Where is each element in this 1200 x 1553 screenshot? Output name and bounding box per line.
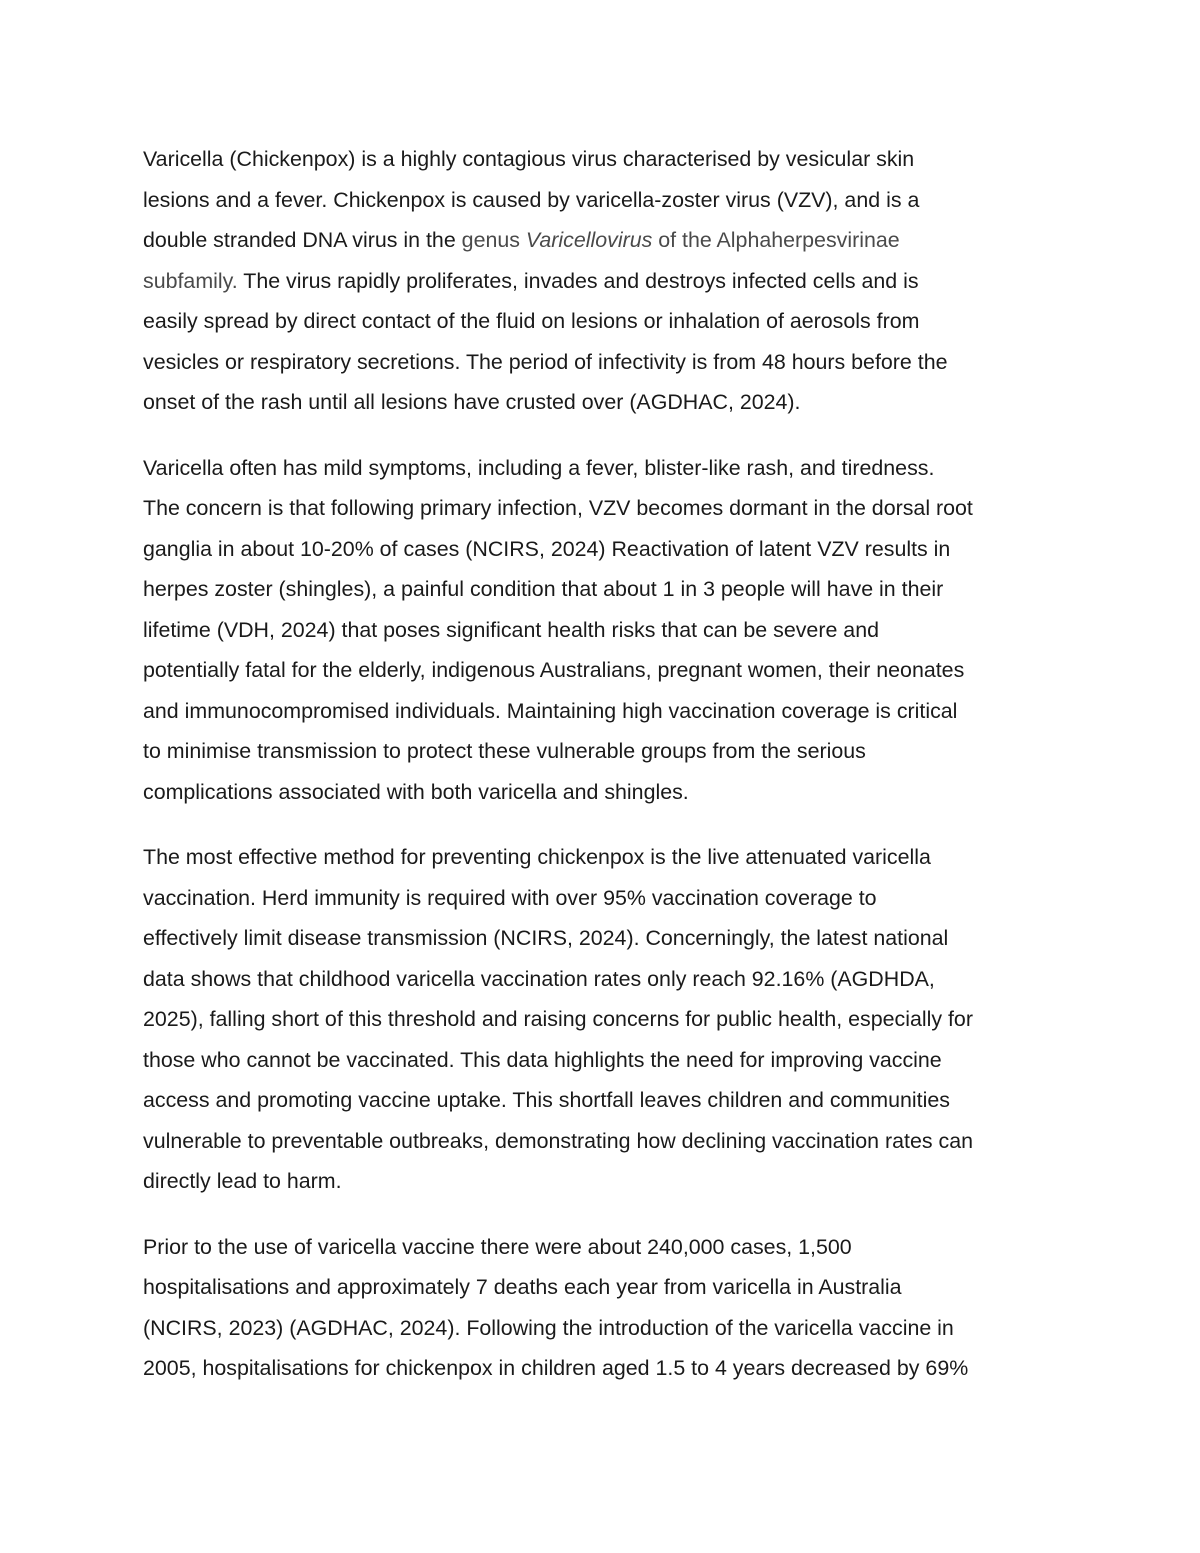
text-segment: and immunocompromised individuals. Maintaining high vaccination coverage is critical [143,698,958,723]
text-line [143,1080,1068,1121]
text-segment: The concern is that following primary infection, VZV becomes dormant in the dorsal root [143,496,973,520]
text-segment: hospitalisations and approximately 7 deaths each year from varicella in Australia [143,1275,902,1299]
text-line [143,1267,1068,1308]
text-segment: directly lead to harm. [143,1169,342,1193]
text-line [143,918,1068,959]
text-segment: access and promoting vaccine uptake. This shortfall leaves children and communities [143,1088,950,1112]
text-line [143,691,1068,732]
text-segment: potentially fatal for the elderly, indigenous Australians, pregnant women, their neonates [143,658,965,682]
text-segment: herpes zoster (shingles), a painful condition that about 1 in 3 people will have in their [143,577,944,601]
paragraph-1 [143,139,1068,423]
text-segment: 2025), falling short of this threshold and raising concerns for public health, especially for [143,1007,973,1031]
text-segment: Varicella often has mild symptoms, including a fever, blister-like rash, and tiredness. [143,455,935,480]
text-line [143,139,1068,180]
paragraph-2 [143,448,1068,813]
text-line [143,731,1068,772]
text-segment: vulnerable to preventable outbreaks, demonstrating how declining vaccination rates can [143,1128,973,1153]
text-segment: genus [461,228,526,252]
document-body [143,139,1068,1414]
text-segment: complications associated with both varicella and shingles. [143,779,689,804]
text-segment: vesicles or respiratory secretions. The period of infectivity is from 48 hours before the [143,349,948,374]
text-segment: 2005, hospitalisations for chickenpox in children aged 1.5 to 4 years decreased by 69% [143,1356,969,1380]
text-segment: lesions and a fever. Chickenpox is caused by varicella-zoster virus (VZV), and is a [143,187,920,212]
text-segment: Prior to the use of varicella vaccine there were about 240,000 cases, 1,500 [143,1234,852,1259]
text-line [143,342,1068,383]
text-line [143,1227,1068,1268]
text-line [143,1161,1068,1202]
text-segment: lifetime (VDH, 2024) that poses significant health risks that can be severe and [143,617,879,642]
text-line [143,1040,1068,1081]
text-line [143,261,1068,302]
text-line [143,569,1068,610]
text-segment: easily spread by direct contact of the fluid on lesions or inhalation of aerosols from [143,309,920,333]
paragraph-4 [143,1227,1068,1389]
text-segment: ganglia in about 10-20% of cases (NCIRS, 2024) Reactivation of latent VZV results in [143,536,951,561]
text-segment: to minimise transmission to protect these vulnerable groups from the serious [143,739,866,763]
text-segment: of the Alphaherpesvirinae [652,228,900,252]
text-line [143,382,1068,423]
text-segment: The virus rapidly proliferates, invades and destroys infected cells and is [237,268,919,293]
text-line [143,837,1068,878]
paragraph-3 [143,837,1068,1202]
text-line [143,878,1068,919]
text-segment: data shows that childhood varicella vaccination rates only reach 92.16% (AGDHDA, [143,966,935,991]
text-line [143,999,1068,1040]
text-line [143,1348,1068,1389]
text-segment: subfamily. [143,268,238,293]
text-line [143,448,1068,489]
text-segment: Varicellovirus [525,228,653,252]
text-line [143,1308,1068,1349]
text-segment: (NCIRS, 2023) (AGDHAC, 2024). Following the introduction of the varicella vaccine in [143,1315,954,1340]
text-segment: The most effective method for preventing chickenpox is the live attenuated varicella [143,845,931,869]
text-line [143,1121,1068,1162]
text-segment: vaccination. Herd immunity is required with over 95% vaccination coverage to [143,885,877,910]
text-line [143,959,1068,1000]
text-segment: effectively limit disease transmission (NCIRS, 2024). Concerningly, the latest national [143,926,949,950]
text-line [143,301,1068,342]
text-line [143,650,1068,691]
text-line [143,180,1068,221]
text-segment: Varicella (Chickenpox) is a highly contagious virus characterised by vesicular skin [143,147,915,171]
text-line [143,529,1068,570]
text-line [143,772,1068,813]
text-line [143,610,1068,651]
text-line [143,220,1068,261]
text-segment: those who cannot be vaccinated. This data highlights the need for improving vaccine [143,1047,942,1072]
text-segment: onset of the rash until all lesions have crusted over (AGDHAC, 2024). [143,390,801,414]
text-segment: double stranded DNA virus in the [143,228,462,252]
text-line [143,488,1068,529]
